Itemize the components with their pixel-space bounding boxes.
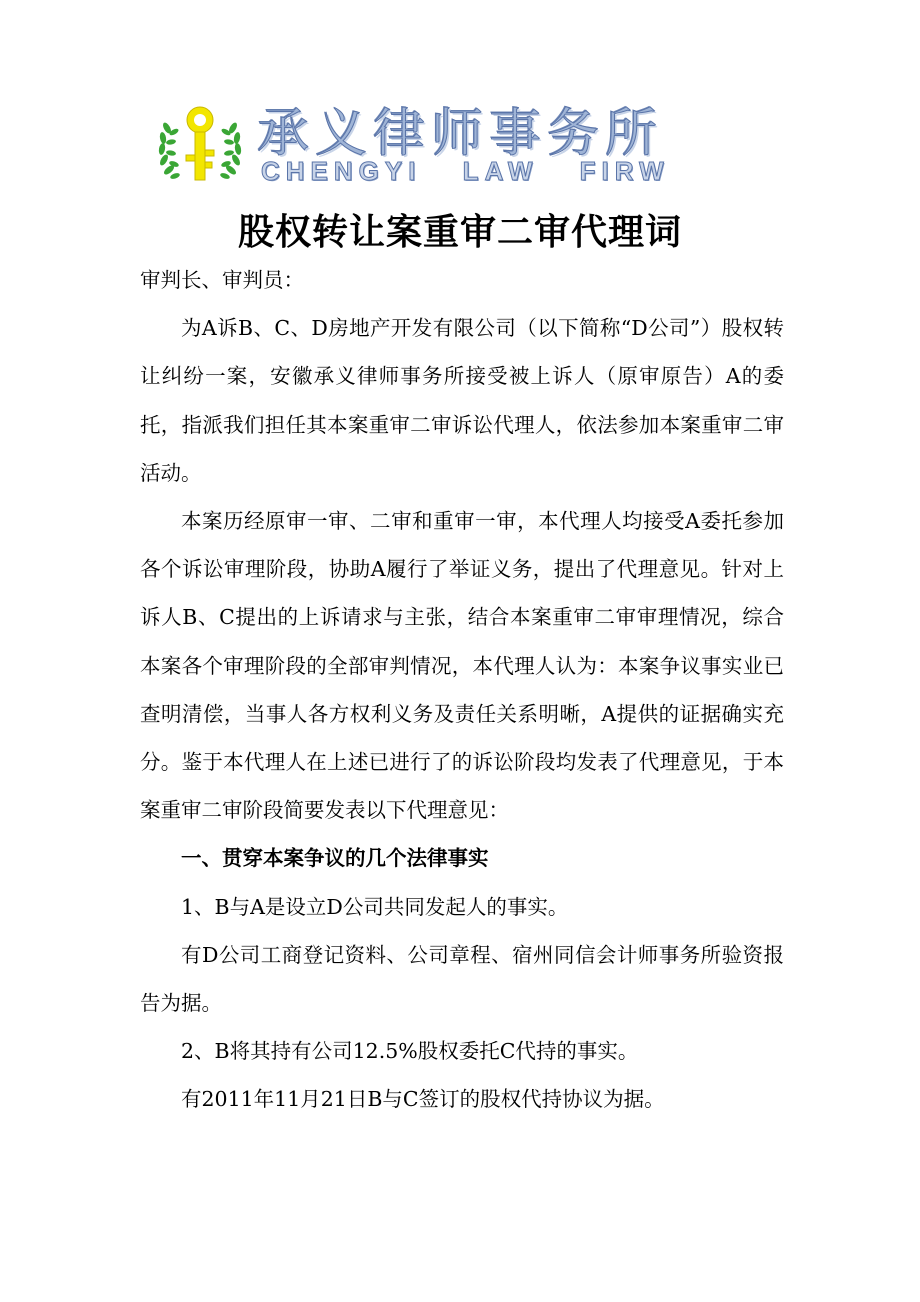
firm-name-en: CHENGYI LAW FIRW bbox=[261, 156, 670, 186]
firm-name-cn: 承义律师事务所 bbox=[257, 104, 664, 164]
key-laurel-logo bbox=[155, 100, 245, 188]
document-body bbox=[140, 256, 784, 1124]
salutation: 审判长、审判员： bbox=[140, 268, 304, 292]
section-heading: 一、贯穿本案争议的几个法律事实 bbox=[181, 846, 489, 871]
letterhead bbox=[155, 100, 785, 190]
fact-item: 1、B与A是设立D公司共同发起人的事实。 bbox=[181, 894, 569, 919]
paragraph-background: 本案历经原审一审、二审和重审一审，本代理人均接受A委托参加各个诉讼审理阶段，协助A履行了举证义务，提出了代理意见。针对上诉人B、C提出的上诉请求与主张，结合本案重审二审审理情况，综合本案各个审理阶段的全部审判情况，本代理人认为：本案争议事实业已查明清偿，当事人各方权利义务及责任关系明晰，A提供的证据确实充分。鉴于本代理人在上述已进行了的诉讼阶段均发表了代理意见，于本案重审二审阶段简要发表以下代理意见： bbox=[140, 509, 784, 823]
document-title: 股权转让案重审二审代理词 bbox=[237, 212, 682, 253]
paragraph-intro: 为A诉B、C、D房地产开发有限公司（以下简称“D公司”）股权转让纠纷一案，安徽承义律师事务所接受被上诉人（原审原告）A的委托，指派我们担任其本案重审二审诉讼代理人，依法参加本案重审二审活动。 bbox=[140, 316, 784, 485]
fact-evidence: 有D公司工商登记资料、公司章程、宿州同信会计师事务所验资报告为据。 bbox=[140, 942, 784, 1016]
fact-item: 2、B将其持有公司12.5%股权委托C代持的事实。 bbox=[181, 1039, 639, 1064]
fact-evidence: 有2011年11月21日B与C签订的股权代持协议为据。 bbox=[181, 1087, 665, 1112]
